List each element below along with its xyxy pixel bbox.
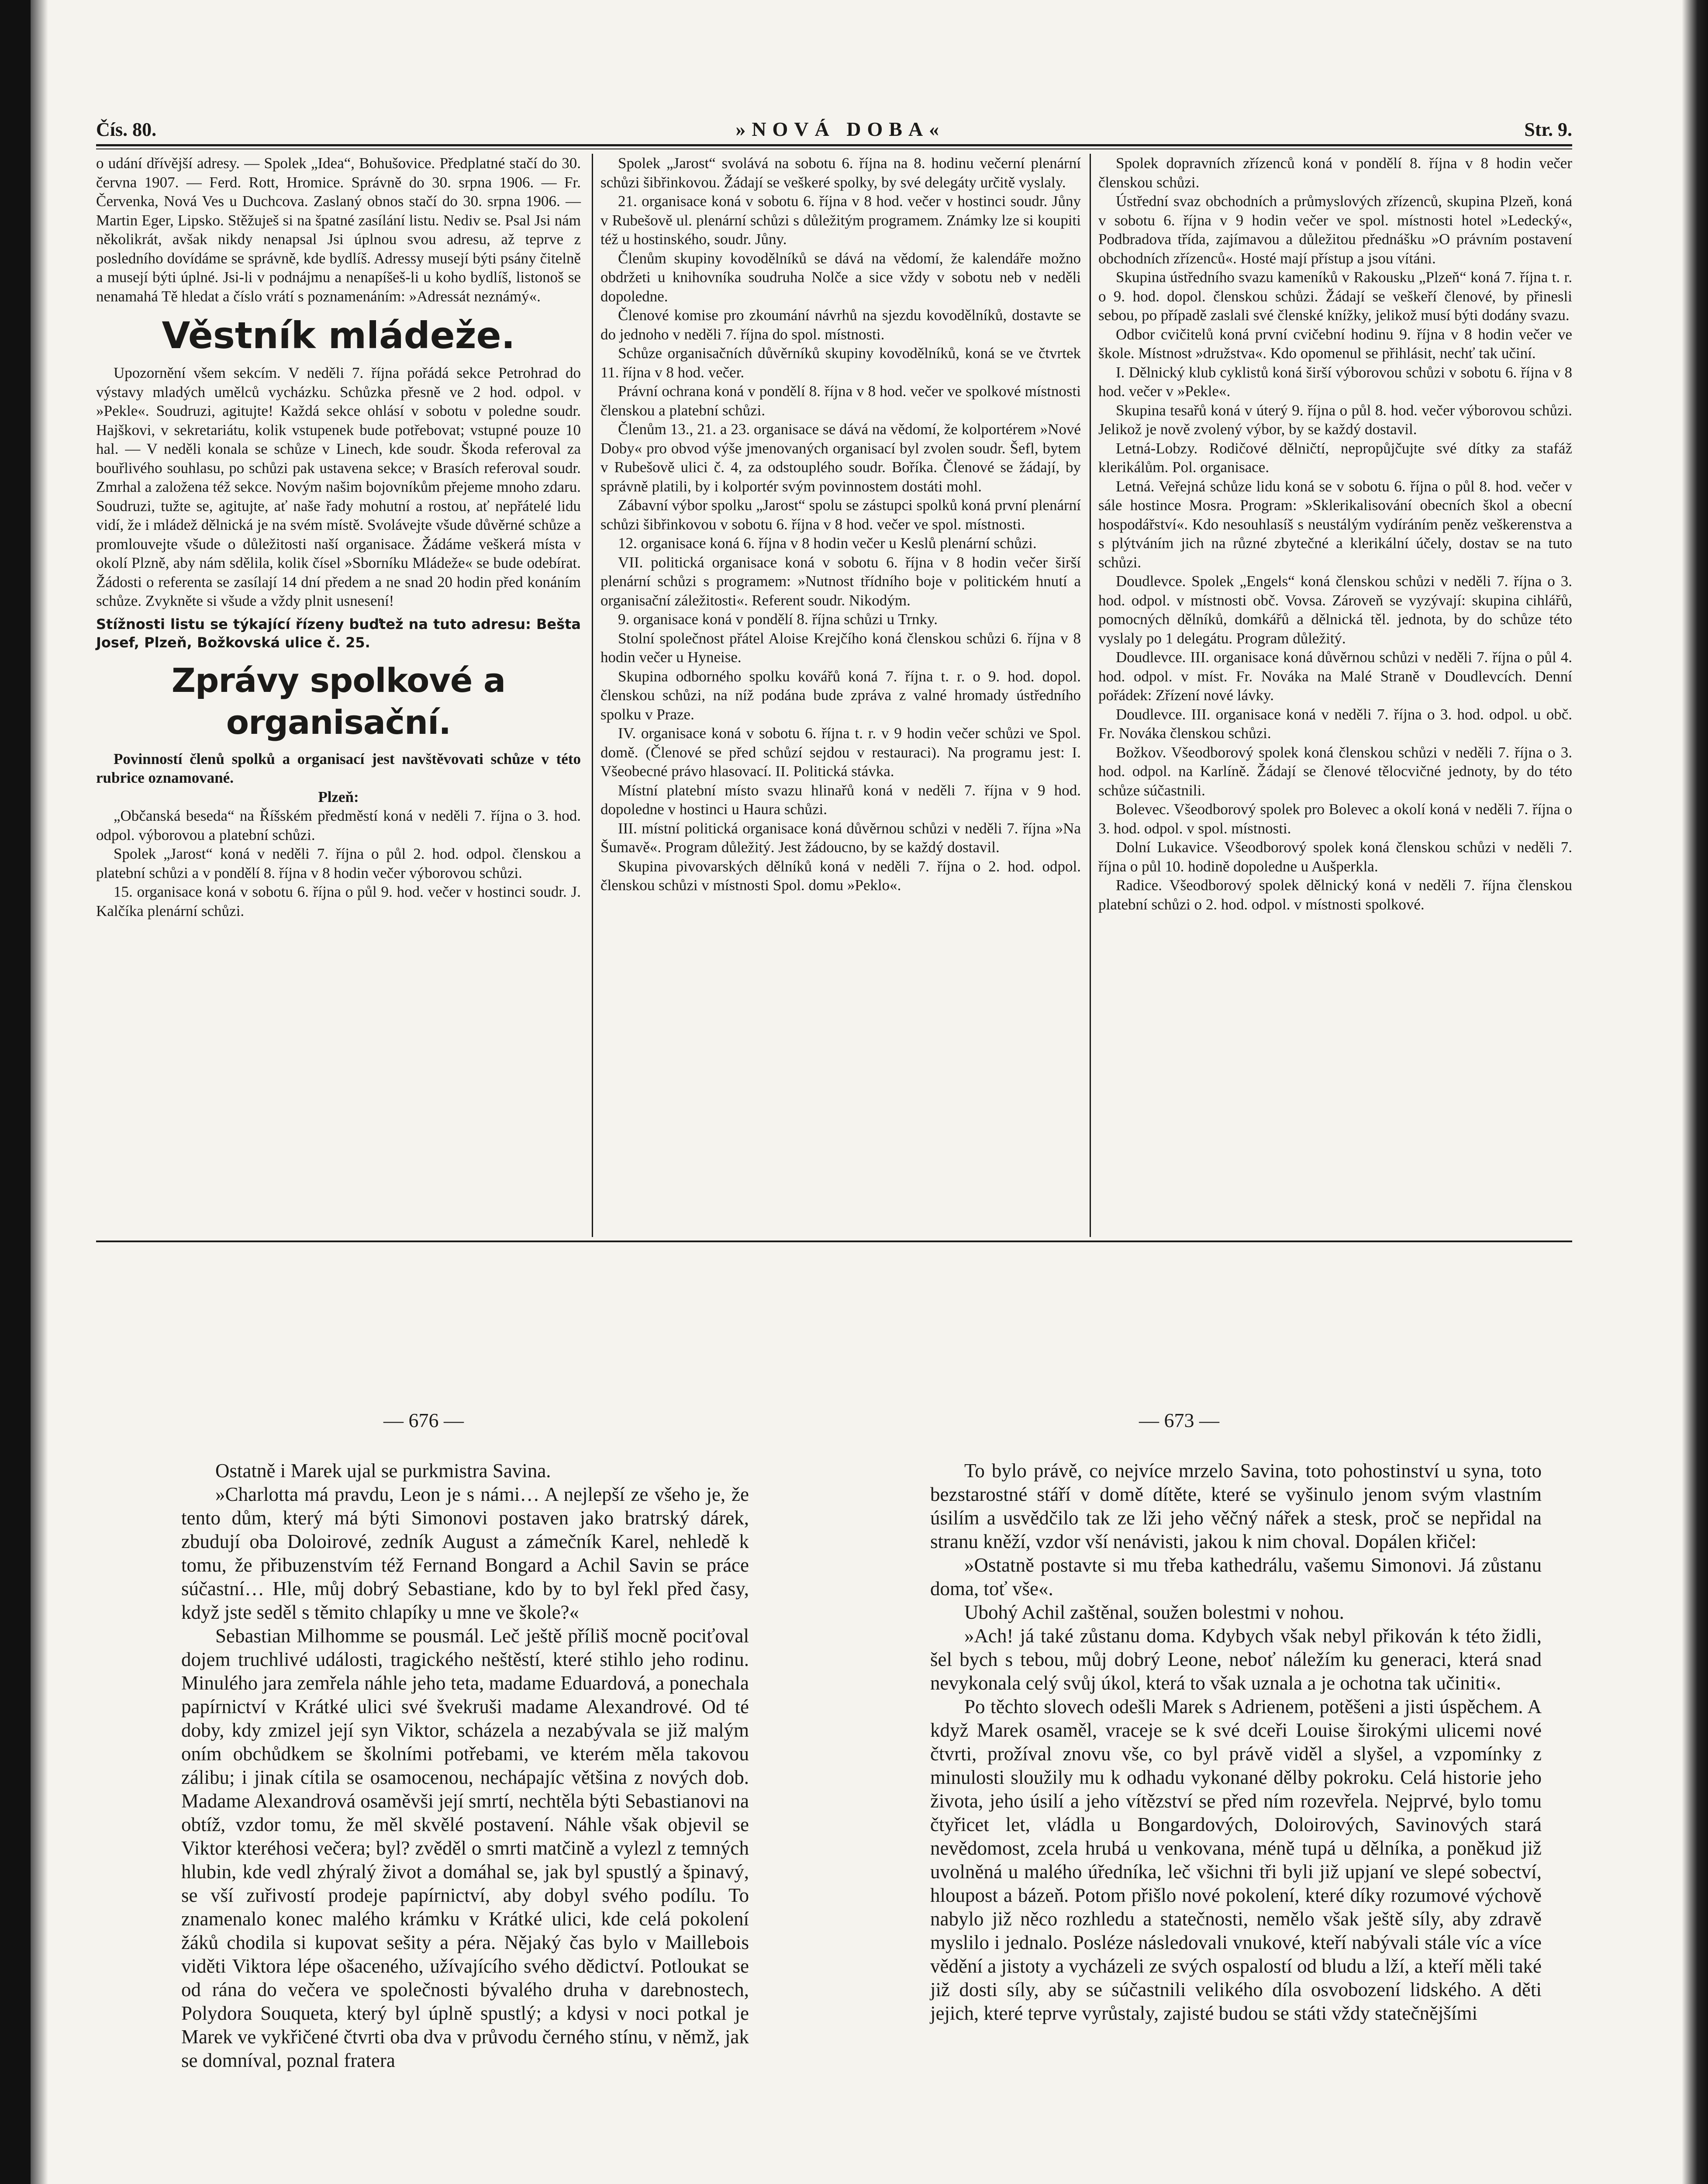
column-3: [1098, 154, 1572, 914]
notice-iii-organisace: III. místní politická organisace koná důvěrnou schůzi v neděli 7. října »Na Šumavě«. Program důležitý. Jest žádoucno, by se každý dostavil.: [600, 819, 1081, 856]
novel-left-page: [181, 1459, 749, 2072]
notice-kovari: Skupina odborného spolku kovářů koná 7. října t. r. o 9. hod. dopol. členskou schůzi, na níž podána bude zpráva z valné hromady ústředního spolku v Praze.: [600, 667, 1081, 723]
notice-cyklisti: I. Dělnický klub cyklistů koná širší výborovou schůzi v sobotu 6. října v 8 hod. večer v »Pekle«.: [1098, 363, 1572, 400]
column-divider-1: [592, 154, 593, 1237]
column-divider-2: [1090, 154, 1091, 1237]
page-header: [96, 114, 1572, 141]
notice-doudlevce-iii-duverna: Doudlevce. III. organisace koná důvěrnou schůzi v neděli 7. října o půl 4. hod. odpol. v míst. Fr. Nováka na Malé Straně v Doudlevcích. Denní pořádek: Zřízení nové lávky.: [1098, 649, 1572, 704]
notice-letna: Letná. Veřejná schůze lidu koná se v sobotu 6. října o půl 8. hod. večer v sále hostince Mosra. Program: »Sklerikalisování obecních škol a obecní hospodářství«. Kdo nesouhlasíš s neustálým vydíráním peněz veškerenstva a s plýtváním jich na různé zbytečné a klerikální účely, dostav se na tuto schůzi.: [1098, 477, 1572, 571]
notice-jarost-sibrinky: Spolek „Jarost“ svolává na sobotu 6. října na 8. hodinu večerní plenární schůzi šibřinkovou. Žádají se veškeré spolky, by své delegáty určitě vyslaly.: [600, 155, 1081, 191]
vestnik-text: Upozornění všem sekcím. V neděli 7. října pořádá sekce Petrohrad do výstavy mladých umělců vycházku. Schůzka přesně ve 2 hod. odpol. v »Pekle«. Soudruzi, agitujte! Každá sekce ohlásí v sobotu v poledne soudr. Hajškovi, v sekretariátu, kolik vstupenek bude potřebovat; vstupné pouze 10 hal. — V neděli konala se schůze v Linech, kde soudr. Škoda referoval za bouřlivého souhlasu, po schůzi pak ustavena sekce; v Brasích referoval soudr. Zmrhal a založena též sekce. Novým našim bojovníkům přejeme mnoho zdaru. Soudruzi, tužte se, agitujte, ať naše řady mohutní a rostou, ať nepřátelé lidu vidí, že i mládež dělnická je na svém místě. Svolávejte všude důvěrné schůze a promlouvejte všude o důležitosti naší organisace. Žádáme veškerá místa v okolí Plzně, aby nám sdělila, kolik čísel »Sborníku Mládeže« se bude odebírat. Žádosti o referenta se zasílají 14 dní předem a ne snad 20 hodin před konáním schůze. Zvykněte si všude a vždy plnit usnesení!: [96, 364, 581, 609]
novel-right-page: [930, 1459, 1542, 2025]
novel-right-p4: »Ach! já také zůstanu doma. Kdybych však nebyl přikován k této židli, šel bych s tebou, můj dobrý Leone, neboť náležím ku generaci, která snad nevykonala celý svůj úkol, která to však uznala a je ochotna tak učiniti«.: [930, 1625, 1542, 1694]
notice-doudlevce-iii: Doudlevce. III. organisace koná v neděli 7. října o 3. hod. odpol. u obč. Fr. Nováka členskou schůzi.: [1098, 705, 1572, 742]
notice-zabavni-vybor: Zábavní výbor spolku „Jarost“ spolu se zástupci spolků koná první plenární schůzi šibřinkovou v sobotu 6. října v 8 hod. večer ve spol. místnosti.: [600, 497, 1081, 533]
novel-right-p5: Po těchto slovech odešli Marek s Adrienem, potěšeni a jisti úspěchem. A když Marek osaměl, vraceje se k své dceři Louise širokými ulicemi nové čtvrti, prožíval znovu vše, co byl právě viděl a slyšel, a vzpomínky z minulosti sloužily mu k odhadu vykonané dělby pokroku. Celá historie jeho života, jeho úsilí a jeho vítězství se před ním rozevřela. Nejprvé, bylo tomu čtyřicet let, vládla u Bongardových, Doloirových, Savinových stará nevědomost, zcela hrubá u venkovana, méně tupá u dělníka, a poněkud již uvolněná u malého úředníka, leč všichni tři byli již upjaní ve slepé sobectví, hloupost a bázeň. Potom přišlo nové pokolení, které díky rozumové výchově nabylo již něco rozhledu a statečnosti, nemělo však ještě síly, aby zdravě myslilo i jednalo. Posléze následovali vnukové, kteří nabývali stále víc a více vědění a jistoty a vycházeli ze svých ospalostí od bludu a lží, a kteří měli také již dosti síly, aby se súčastnili velikého díla osvobození lidského. A děti jejich, které teprve vyrůstaly, zajisté budou se státi vždy statečnějšími: [930, 1696, 1542, 2024]
notice-vii-organisace: VII. politická organisace koná v sobotu 6. října v 8 hodin večer širší plenární schůzi s programem: »Nutnost třídního boje v politickém hnutí a organisační záležitosti«. Referent soudr. Nikodým.: [600, 553, 1081, 609]
notice-radice: Radice. Všeodborový spolek dělnický koná v neděli 7. října členskou platební schůzi o 2. hod. odpol. v místnosti spolkové.: [1098, 877, 1572, 913]
notice-duvernici: Schůze organisačních důvěrníků skupiny kovodělníků, koná se ve čtvrtek 11. října v 8 hod. večer.: [600, 345, 1081, 381]
novel-right-p3: Ubohý Achil zaštěnal, soužen bolestmi v nohou.: [964, 1601, 1344, 1623]
notice-9-organisace: 9. organisace koná v pondělí 8. října schůzi u Trnky.: [618, 611, 938, 628]
notice-kamenici: Skupina ústředního svazu kameníků v Rakousku „Plzeň“ koná 7. října t. r. o 9. hod. dopol. členskou schůzi. Žádají se veškeří členové, by přinesli sebou, po případě zaslali své členské knížky, jelikož musí býti dodány svazu.: [1098, 269, 1572, 324]
novel-right-p1: To bylo právě, co nejvíce mrzelo Savina, toto pohostinství u syna, toto bezstarostné stáří v domě dítěte, které se vyšinulo jenom svým vlastním úsilím a usvědčilo tak ze lži jeho věčný nářek a stesk, proč se nepřidal na stranu kněží, vzdor vší nenávisti, jakou k nim choval. Dopálen křičel:: [930, 1460, 1542, 1552]
header-rule: [96, 144, 1572, 146]
novel-left-p3: Sebastian Milhomme se pousmál. Leč ještě příliš mocně pociťoval dojem truchlivé události, tragického neštěstí, které stihlo jeho rodinu. Minulého jara zemřela náhle jeho teta, madame Eduardová, a ponechala papírnictví v Krátké ulici své švekruši madame Alexandrové. Od té doby, kdy zmizel její syn Viktor, scházela a nezabývala se již malým oním obchůdkem se školními potřebami, ve kterém měla takovou zálibu; i jinak cítila se osamocenou, nechápajíc většina z nových dob. Madame Alexandrová osaměvši její smrtí, nechtěla býti Sebastianovi na obtíž, vzdor tomu, že měl skvělé postavení. Náhle však objevil se Viktor kteréhosi večera; byl? zvěděl o smrti matčině a vylezl z temných hlubin, kde vedl zhýralý život a domáhal se, jak byl spustlý a špinavý, se vší zuřivostí prodeje papírnictví, aby dobyl svého podílu. To znamenalo konec malého krámku v Krátké ulici, kde celá pokolení žáků chodila si kupovat sešity a péra. Nějaký čas bylo v Maillebois viděti Viktora lépe ošaceného, užívajícího svého dědictví. Potloukat se od rána do večera ve společnosti bývalého druha v darebnostech, Polydora Souqueta, který byl úplně spustlý; a kdysi v noci potkal je Marek ve vykřičené čtvrti oba dva v průvodu černého stínu, v němž, jak se domníval, poznal fratera: [181, 1625, 749, 2071]
issue-number: Čís. 80.: [96, 119, 157, 140]
novel-right-page-number: — 673 —: [1139, 1409, 1219, 1431]
notice-iv-organisace: IV. organisace koná v sobotu 6. října t. r. v 9 hodin večer schůzi ve Spol. domě. (Členové se před schůzí sejdou v restauraci). Na programu jest: I. Všeobecné právo hlasovací. II. Politická stávka.: [600, 725, 1081, 780]
notice-15-organisace: 15. organisace koná v sobotu 6. října o půl 9. hod. večer v hostinci soudr. J. Kalčíka plenární schůzi.: [96, 883, 581, 919]
notice-cvicitele: Odbor cvičitelů koná první cvičební hodinu 9. října v 8 hodin večer ve škole. Místnost »družstva«. Kdo opomenul se přihlásit, nechť tak učiní.: [1098, 325, 1572, 362]
notice-komise: Členové komise pro zkoumání návrhů na sjezdu kovodělníků, dostavte se do jednoho v neděli 7. října do spol. místnosti.: [600, 307, 1081, 343]
scan-left-shadow: [31, 0, 48, 2184]
plzen-heading: Plzeň:: [318, 788, 359, 805]
novel-left-p2: »Charlotta má pravdu, Leon je s námi… A nejlepší ze všeho je, že tento dům, který má býti Simonovi postaven jako bratrský dárek, zbudují oba Doloirové, zedník August a zámečník Karel, nehledě k tomu, že přibuzenstvím též Fernand Bongard a Achil Savin se práce súčastní… Hle, můj dobrý Sebastiane, kdo by to byl řekl před časy, když jste seděl s těmito chlapíky u mne ve škole?«: [181, 1483, 749, 1623]
newspaper-title: »NOVÁ DOBA«: [735, 118, 945, 140]
notice-dopravni-zrizenci: Spolek dopravních zřízenců koná v pondělí 8. října v 8 hodin večer členskou schůzi.: [1098, 155, 1572, 191]
novel-left-p1: Ostatně i Marek ujal se purkmistra Savina.: [215, 1460, 551, 1482]
notice-obcanska-beseda: „Občanská beseda“ na Říšském předměstí koná v neděli 7. října o 3. hod. odpol. výborovou a platební schůzi.: [96, 807, 581, 843]
notice-hlinari: Místní platební místo svazu hlinařů koná v neděli 7. října v 9 hod. dopoledne v hostinci u Haura schůzi.: [600, 781, 1081, 818]
vestnik-heading: Věstník mládeže.: [162, 314, 515, 357]
notice-letna-lobzy: Letná-Lobzy. Rodičové dělničtí, nepropůjčujte své dítky za stafáž klerikálům. Pol. organisace.: [1098, 439, 1572, 476]
novel-right-p2: »Ostatně postavte si mu třeba kathedrálu, vašemu Simonovi. Já zůstanu doma, toť vše«.: [930, 1554, 1542, 1600]
notice-kovodelnici-kalendare: Členům skupiny kovodělníků se dává na vědomí, že kalendáře možno obdržeti u knihovníka soudruha Nolče a sice vždy v sobotu neb v neděli dopoledne.: [600, 249, 1081, 305]
scan-left-edge: [0, 0, 31, 2184]
notice-doudlevce-engels: Doudlevce. Spolek „Engels“ koná členskou schůzi v neděli 7. října o 3. hod. odpol. v místnosti obč. Vovsa. Zároveň se vyzývají: skupina cihlářů, pomocných dělníků, domkářů a dělnická těl. jednota, by do schůze této vyslaly po 1 delegátu. Program důležitý.: [1098, 573, 1572, 647]
notice-12-organisace: 12. organisace koná 6. října v 8 hodin večer u Keslů plenární schůzi.: [618, 535, 1037, 552]
notice-pivovarsti: Skupina pivovarských dělníků koná v neděli 7. října o 2. hod. odpol. členskou schůzi v místnosti Spol. domu »Peklo«.: [600, 857, 1081, 894]
notice-tesari: Skupina tesařů koná v úterý 9. října o půl 8. hod. večer výborovou schůzi. Jelikož je nově zvolený výbor, by se každý dostavil.: [1098, 401, 1572, 438]
notice-obchodni-zrizenci: Ústřední svaz obchodních a průmyslových zřízenců, skupina Plzeň, koná v sobotu 6. října v 9 hodin večer ve spol. místnosti hotel »Ledecký«, Podbradova třída, zajímavou a důležitou přednášku »O právním postavení obchodních zřízenců«. Hosté mají přístup a jsou vítáni.: [1098, 193, 1572, 267]
novel-left-page-number: — 676 —: [383, 1409, 464, 1431]
scan-right-edge: [1682, 0, 1708, 2184]
duties-note: Povinností členů spolků a organisací jest navštěvovati schůze v této rubrice oznamované.: [96, 750, 581, 786]
section-rule: [96, 1241, 1572, 1242]
correspondence-notes: o udání dřívější adresy. — Spolek „Idea“, Bohušovice. Předplatné stačí do 30. června 1907. — Ferd. Rott, Hromice. Správně do 30. srpna 1906. — Fr. Červenka, Nová Ves u Duchcova. Zaslaný obnos stačí do 30. srpna 1906. — Martin Eger, Lipsko. Stěžuješ si na špatné zasílání listu. Nediv se. Psal Jsi nám několikrát, avšak nikdy nenapsal Jsi úplnou svou adresu, až teprve z posledního dovídáme se správně, kde bydlíš. Adressy musejí býti psány čitelně a musejí býti úplné. Jsi-li v podnájmu a nenapíšeš-li u koho bydlíš, listonoš se nenamahá Tě hledat a číslo vrátí s poznamenáním: »Adressát neznámý«.: [96, 155, 581, 305]
notice-bolevec: Bolevec. Všeodborový spolek pro Bolevec a okolí koná v neděli 7. října o 3. hod. odpol. v spol. místnosti.: [1098, 801, 1572, 837]
column-2: [600, 154, 1081, 895]
notice-kolporter: Členům 13., 21. a 23. organisace se dává na vědomí, že kolportérem »Nové Doby« pro obvod výše jmenovaných organisací byl zvolen soudr. Šefl, bytem v Rubešově ulici č. 4, za odstouplého soudr. Boříka. Členové se žádají, by správně platili, by i kolportér svým povinnostem dostáti mohl.: [600, 421, 1081, 495]
column-1: [96, 154, 581, 920]
page-label: Str. 9.: [1524, 119, 1572, 140]
zpravy-heading: Zprávy spolkové a organisační.: [171, 660, 506, 742]
complaints-notice: Stížnosti listu se týkající řízeny buďtež na tuto adresu: Bešta Josef, Plzeň, Božkovská ulice č. 25.: [96, 615, 581, 651]
notice-jarost: Spolek „Jarost“ koná v neděli 7. října o půl 2. hod. odpol. členskou a platební schůzi a v pondělí 8. října v 8 hodin večer výborovou schůzi.: [96, 845, 581, 881]
notice-bozkov: Božkov. Všeodborový spolek koná členskou schůzi v neděli 7. října o 3. hod. odpol. na Karlíně. Žádají se členové tělocvičné jednoty, by do této schůze súčastnili.: [1098, 743, 1572, 799]
notice-pravni-ochrana: Právní ochrana koná v pondělí 8. října v 8 hod. večer ve spolkové místnosti členskou a platební schůzi.: [600, 383, 1081, 419]
notice-stolni-spolecnost: Stolní společnost přátel Aloise Krejčího koná členskou schůzi 6. října v 8 hodin večer u Hyneise.: [600, 629, 1081, 666]
notice-21-organisace: 21. organisace koná v sobotu 6. října v 8 hod. večer v hostinci soudr. Jůny v Rubešově ul. plenární schůzi s důležitým programem. Známky lze si koupiti též u hostinského, soudr. Jůny.: [600, 193, 1081, 248]
notice-dolni-lukavice: Dolní Lukavice. Všeodborový spolek koná členskou schůzi v neděli 7. října o půl 10. hodině dopoledne u Aušperkla.: [1098, 839, 1572, 875]
